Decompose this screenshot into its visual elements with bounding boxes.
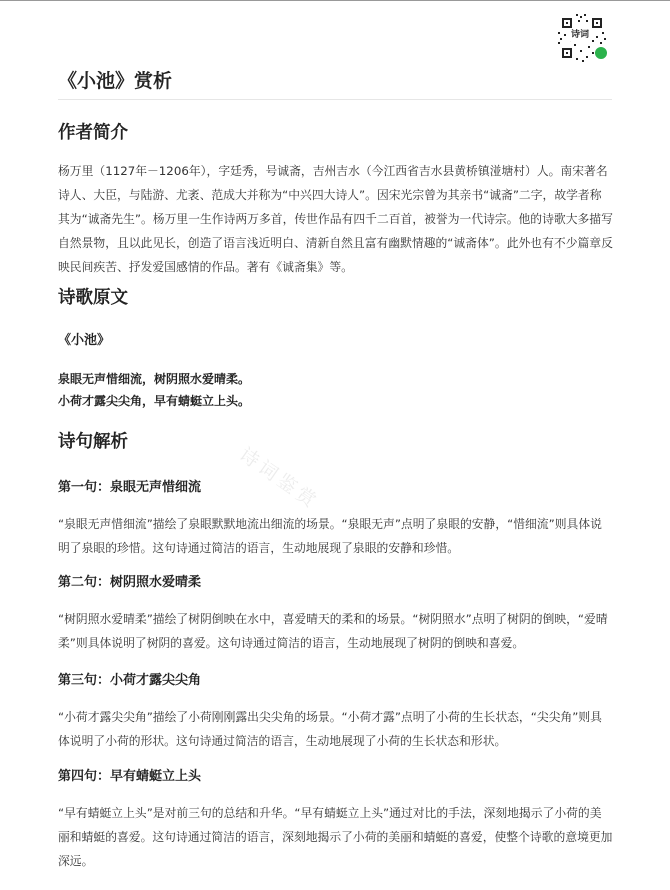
watermark: 诗词鉴赏 bbox=[235, 443, 324, 515]
analysis-item-2-title: 第二句：树阴照水爱晴柔 bbox=[58, 575, 202, 590]
analysis-item-3-title: 第三句：小荷才露尖尖角 bbox=[58, 673, 202, 688]
analysis-item-3-text: “小荷才露尖尖角”描绘了小荷刚刚露出尖尖角的场景。“小荷才露”点明了小荷的生长状态，“尖尖角”则具体说明了小荷的形状。这句诗通过简洁的语言，生动地展现了小荷的生长状态和形状。 bbox=[58, 710, 602, 748]
analysis-item-2-text: “树阴照水爱晴柔”描绘了树阴倒映在水中，喜爱晴天的柔和的场景。“树阴照水”点明了树阴的倒映，“爱晴柔”则具体说明了树阴的喜爱。这句诗通过简洁的语言，生动地展现了树阴的倒映和喜爱。 bbox=[58, 612, 608, 650]
page-title: 《小池》赏析 bbox=[58, 70, 173, 92]
author-paragraph: 杨万里（1127年－1206年），字廷秀，号诚斋，吉州吉水（今江西省吉水县黄桥镇湴塘村）人。南宋著名诗人、大臣，与陆游、尤袤、范成大并称为“中兴四大诗人”。因宋光宗曾为其亲书“诚斋”二字，故学者称其为“诚斋先生”。杨万里一生作诗两万多首，传世作品有四千二百首，被誉为一代诗宗。他的诗歌大多描写自然景物，且以此见长，创造了语言浅近明白、清新自然且富有幽默情趣的“诚斋体”。此外也有不少篇章反映民间疾苦、抒发爱国感情的作品。著有《诚斋集》等。 bbox=[58, 164, 613, 274]
original-heading: 诗歌原文 bbox=[58, 288, 128, 308]
qr-center-label: 诗词 bbox=[570, 30, 589, 40]
analysis-item-1-title: 第一句：泉眼无声惜细流 bbox=[58, 480, 202, 495]
analysis-item-1-text: “泉眼无声惜细流”描绘了泉眼默默地流出细流的场景。“泉眼无声”点明了泉眼的安静，“惜细流”则具体说明了泉眼的珍惜。这句诗通过简洁的语言，生动地展现了泉眼的安静和珍惜。 bbox=[58, 517, 602, 555]
top-border bbox=[0, 0, 670, 1]
analysis-heading: 诗句解析 bbox=[58, 432, 128, 452]
analysis-item-4-text: “早有蜻蜓立上头”是对前三句的总结和升华。“早有蜻蜓立上头”通过对比的手法，深刻地揭示了小荷的美丽和蜻蜓的喜爱。这句诗通过简洁的语言，深刻地揭示了小荷的美丽和蜻蜓的喜爱，使整个诗歌的意境更加深远。 bbox=[58, 806, 613, 868]
analysis-item-4-title: 第四句：早有蜻蜓立上头 bbox=[58, 769, 202, 784]
author-heading: 作者简介 bbox=[58, 123, 128, 143]
poem-line-2: 小荷才露尖尖角，早有蜻蜓立上头。 bbox=[58, 394, 251, 408]
poem-line-1: 泉眼无声惜细流，树阴照水爱晴柔。 bbox=[58, 372, 251, 386]
title-divider bbox=[58, 99, 612, 100]
poem-title: 《小池》 bbox=[58, 333, 111, 348]
qr-badge-icon bbox=[594, 46, 608, 60]
